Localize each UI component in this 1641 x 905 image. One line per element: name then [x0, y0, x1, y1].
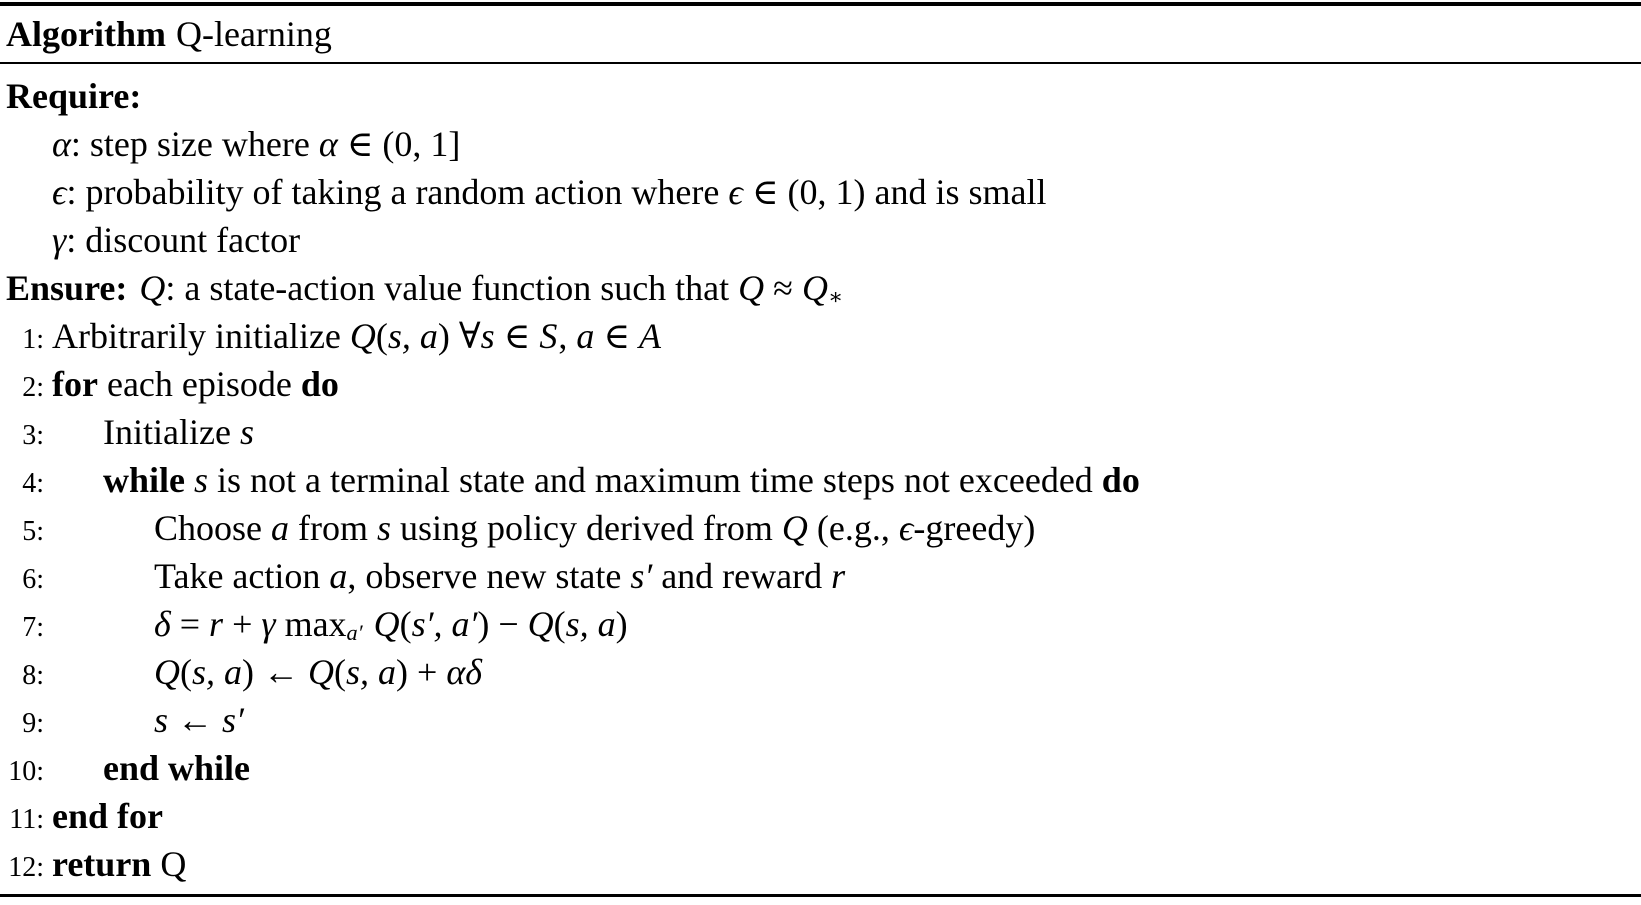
- algorithm-step-row: [6, 504, 1641, 552]
- text-run: ∈ (0, 1]: [337, 124, 461, 164]
- text-run: a: [271, 508, 289, 548]
- algorithm-step-row: [6, 744, 1641, 792]
- step-number: 7:: [22, 612, 44, 643]
- text-run: +: [223, 604, 262, 644]
- text-run: ϵ: [728, 172, 743, 212]
- text-run: Q: [151, 844, 187, 884]
- text-run: a: [329, 556, 348, 596]
- text-run: ←: [168, 700, 223, 740]
- require-item-content: [52, 220, 300, 260]
- text-run: and reward: [652, 556, 832, 596]
- algorithm-step-row: [6, 792, 1641, 840]
- step-content: [154, 652, 482, 692]
- algorithm-title: [0, 6, 1641, 62]
- step-content: [52, 844, 186, 884]
- text-run: s, a: [346, 652, 397, 692]
- ensure-content: [139, 268, 843, 308]
- text-run: return: [52, 844, 152, 884]
- text-run: from: [289, 508, 377, 548]
- step-content: [154, 556, 845, 596]
- text-run: s: [480, 316, 495, 356]
- text-run: for: [52, 364, 98, 404]
- text-run: s: [239, 412, 254, 452]
- step-content: [154, 604, 628, 644]
- text-run: end while: [103, 748, 251, 788]
- step-content: [103, 412, 254, 452]
- text-run: s′: [222, 700, 244, 740]
- text-run: : step size where: [70, 124, 319, 164]
- text-run: ): [437, 316, 459, 356]
- text-run: ∀: [458, 316, 481, 356]
- text-run: s′: [630, 556, 653, 596]
- text-run: -greedy): [913, 508, 1036, 548]
- text-run: s, a: [387, 316, 438, 356]
- step-number: 4:: [22, 468, 44, 499]
- text-run: is not a terminal state and maximum time steps not exceeded: [208, 460, 1102, 500]
- text-run: : probability of taking a random action where: [66, 172, 729, 212]
- text-run: r: [209, 604, 224, 644]
- text-run: (: [399, 604, 412, 644]
- text-run: while: [103, 460, 195, 500]
- step-number: 8:: [22, 660, 44, 691]
- text-run: Q: [801, 268, 828, 308]
- text-run: ∈: [594, 316, 639, 356]
- text-run: ≈: [764, 268, 802, 308]
- algorithm-step-row: [6, 456, 1641, 504]
- text-run: ∗: [827, 284, 844, 310]
- text-run: s, a: [565, 604, 616, 644]
- text-run: ∈: [494, 316, 540, 356]
- step-number: 9:: [22, 708, 44, 739]
- bottom-rule: [0, 894, 1641, 897]
- require-item-row: [6, 168, 1641, 216]
- text-run: Q: [527, 604, 554, 644]
- text-run: r: [831, 556, 846, 596]
- text-run: [365, 604, 374, 644]
- require-items: [6, 120, 1641, 264]
- algorithm-step-row: [6, 696, 1641, 744]
- text-run: Choose: [154, 508, 271, 548]
- algorithm-body: [0, 64, 1641, 894]
- text-run: do: [300, 364, 339, 404]
- text-run: s′, a′: [411, 604, 478, 644]
- text-run: ,: [558, 316, 577, 356]
- text-run: γ: [261, 604, 276, 644]
- algorithm-step-row: [6, 408, 1641, 456]
- text-run: do: [1101, 460, 1140, 500]
- text-run: Q: [154, 652, 180, 692]
- text-run: , observe new state: [347, 556, 631, 596]
- step-content: [52, 364, 339, 404]
- step-number: 3:: [22, 420, 44, 451]
- algorithm-step-row: [6, 600, 1641, 648]
- text-run: a′: [346, 620, 363, 646]
- text-run: αδ: [446, 652, 482, 692]
- step-content: [52, 316, 662, 356]
- text-run: each episode: [97, 364, 301, 404]
- text-run: ϵ: [898, 508, 914, 548]
- text-run: Q: [373, 604, 400, 644]
- text-run: =: [170, 604, 210, 644]
- step-number: 10:: [8, 756, 44, 787]
- text-run: S: [539, 316, 559, 356]
- text-run: α: [52, 124, 71, 164]
- algorithm-steps: [6, 312, 1641, 888]
- require-label-row: [6, 72, 1641, 120]
- algorithm-step-row: [6, 648, 1641, 696]
- algorithm-step-row: [6, 552, 1641, 600]
- algorithm-step-row: [6, 840, 1641, 888]
- text-run: using policy derived from: [391, 508, 782, 548]
- text-run: max: [275, 604, 347, 644]
- text-run: s, a: [192, 652, 243, 692]
- text-run: ) −: [477, 604, 528, 644]
- algorithm-step-row: [6, 360, 1641, 408]
- text-run: : a state-action value function such that: [165, 268, 739, 308]
- text-run: ϵ: [52, 172, 67, 212]
- text-run: : discount factor: [66, 220, 301, 260]
- ensure-label: Ensure:: [6, 268, 128, 308]
- algorithm-step-row: [6, 312, 1641, 360]
- step-content: [52, 796, 163, 836]
- step-number: 11:: [9, 804, 44, 835]
- step-content: [103, 748, 250, 788]
- step-content: [154, 700, 244, 740]
- text-run: Take action: [154, 556, 330, 596]
- text-run: Arbitrarily initialize: [52, 316, 350, 356]
- text-run: ): [615, 604, 628, 644]
- text-run: Initialize: [103, 412, 240, 452]
- algorithm-title-name: Q-learning: [175, 14, 332, 54]
- text-run: α: [318, 124, 338, 164]
- text-run: Q: [308, 652, 335, 692]
- text-run: (: [180, 652, 192, 692]
- require-item-content: [52, 172, 1046, 212]
- ensure-row: [6, 264, 1641, 312]
- step-number: 2:: [22, 372, 44, 403]
- text-run: a: [576, 316, 595, 356]
- text-run: ∈ (0, 1) and is small: [742, 172, 1047, 212]
- text-run: (e.g.,: [807, 508, 899, 548]
- text-run: s: [194, 460, 209, 500]
- step-number: 1:: [22, 324, 44, 355]
- text-run: ) +: [396, 652, 447, 692]
- algorithm-title-keyword: Algorithm: [6, 14, 166, 54]
- text-run: Q: [349, 316, 376, 356]
- require-item-row: [6, 120, 1641, 168]
- require-label: Require:: [6, 76, 142, 116]
- require-item-content: [52, 124, 460, 164]
- text-run: s: [376, 508, 391, 548]
- step-number: 6:: [22, 564, 44, 595]
- text-run: A: [638, 316, 662, 356]
- text-run: δ: [154, 604, 171, 644]
- text-run: Q: [781, 508, 808, 548]
- text-run: Q: [738, 268, 765, 308]
- step-number: 5:: [22, 516, 44, 547]
- text-run: Q: [139, 268, 166, 308]
- step-content: [103, 460, 1140, 500]
- step-content: [154, 508, 1035, 548]
- text-run: end for: [52, 796, 163, 836]
- text-run: γ: [52, 220, 67, 260]
- step-number: 12:: [8, 852, 44, 883]
- require-item-row: [6, 216, 1641, 264]
- text-run: (: [375, 316, 388, 356]
- text-run: (: [553, 604, 566, 644]
- text-run: s: [154, 700, 169, 740]
- text-run: ) ←: [242, 652, 309, 692]
- text-run: (: [334, 652, 347, 692]
